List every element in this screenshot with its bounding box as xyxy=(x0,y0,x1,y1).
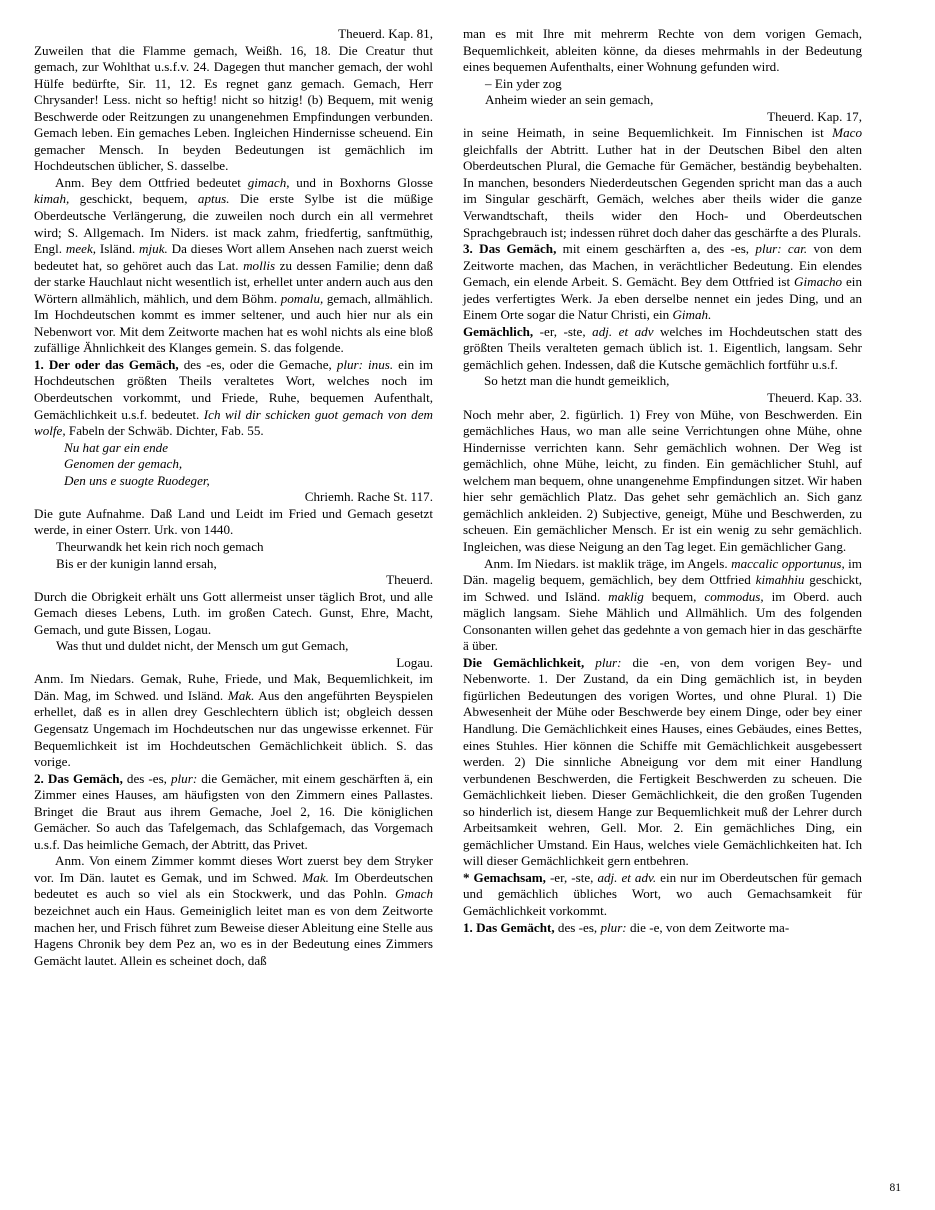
text-run: Theuerd. Kap. 17, xyxy=(767,108,862,124)
italic-run: commodus, xyxy=(704,588,764,604)
paragraph xyxy=(463,390,862,407)
headword: * Gemachsam, xyxy=(463,869,546,885)
text-run: im Oberd. auch mäglich langsam. Siehe Mählich und Allmählich. Um des folgenden Consonanten willen gehet das gedehnte a von gemach hier in das geschärfte ä über. xyxy=(463,588,862,654)
paragraph xyxy=(34,175,433,357)
text-run: Bis er der kunigin lannd ersah, xyxy=(56,555,217,571)
text-run: -er, -ste, xyxy=(533,323,593,339)
italic-run: Mak. xyxy=(227,687,255,703)
text-run: So hetzt man die hundt gemeiklich, xyxy=(484,373,670,389)
paragraph xyxy=(34,26,433,43)
italic-run: pomalu, xyxy=(280,290,324,306)
text-run: bequem, xyxy=(643,588,705,604)
italic-run: Genomen der gemach, xyxy=(64,456,183,472)
italic-run: Nu hat gar ein ende xyxy=(64,439,169,455)
paragraph xyxy=(34,572,433,589)
text-run: des -es, oder die Gemache, xyxy=(178,356,337,372)
text-run: man es mit Ihre mit mehrerm Rechte von dem vorigen Gemach, Bequemlichkeit, ableiten könne, da dieses mehrmahls in der Bedeutung eines bequemen Aufenthalts, einer Wohnung gefunden wird. xyxy=(463,26,862,75)
paragraph xyxy=(463,26,862,76)
paragraph xyxy=(34,440,433,457)
left-text-column xyxy=(34,26,433,1166)
text-run: von dem Zeitworte machen, das Machen, in verächtlicher Bedeutung. Ein elendes Gemach, ein elende Arbeit. S. Gemächt. Bey dem Ottfried ist xyxy=(463,241,862,290)
paragraph xyxy=(34,357,433,440)
paragraph xyxy=(463,556,862,655)
paragraph xyxy=(463,92,862,109)
italic-run: mollis xyxy=(243,257,276,273)
headword: 3. Das Gemäch, xyxy=(463,241,557,257)
headword: 2. Das Gemäch, xyxy=(34,770,123,786)
text-run: Durch die Obrigkeit erhält uns Gott allermeist unser täglich Brot, und alle Gemach dieses Lebens, Luth. im großen Catech. Gunst, Ehre, Macht, Gemach, und gute Bissen, Logau. xyxy=(34,588,433,637)
text-run: Fabeln der Schwäb. Dichter, Fab. 55. xyxy=(65,423,264,439)
paragraph xyxy=(34,638,433,655)
paragraph xyxy=(34,655,433,672)
italic-run: maccalic opportunus, xyxy=(731,555,845,571)
italic-run: plur: inus. xyxy=(336,356,394,372)
text-run: die Gemächer, mit einem geschärften ä, ein Zimmer eines Hauses, am häufigsten von den Zimmern eines Pallastes. Bringet die Braut aus ihrem Gemache, Joel 2, 16. Die königlichen Gemächer. So auch das Tafelgemach, das Schlafgemach, das Vorgemach u.s.f. Das heimliche Gemach, der Abtritt, das Privet. xyxy=(34,770,433,852)
italic-run: aptus. xyxy=(197,191,230,207)
text-run: Zuweilen that die Flamme gemach, Weißh. 16, 18. Die Creatur thut gemach, zur Wohlthat u.s.f.v. 24. Dagegen thut mancher gemach, der wohl Hülfe bedürfte, Sir. 11, 12. Es regnet ganz gemach. Gemach, Herr Chrysander! Less. nicht so heftig! nicht so hitzig! (b) Bequem, mit wenig Beschwerde oder Reitzungen zu unangenehmen Empfindungen verbunden. Gemach leben. Ein gemaches Leben. Ingleichen Hindernisse scheuend. Ein gemacher Mensch. In beyden Bedeutungen ist gemächlich im Hochdeutschen üblicher, S. dasselbe. xyxy=(34,42,433,174)
right-text-column xyxy=(463,26,862,1166)
text-run: in seine Heimath, in seine Bequemlichkeit. Im Finnischen ist xyxy=(463,125,833,141)
paragraph xyxy=(34,771,433,854)
paragraph xyxy=(463,655,862,870)
text-run: Was thut und duldet nicht, der Mensch um gut Gemach, xyxy=(56,638,349,654)
paragraph xyxy=(463,125,862,241)
text-run: Anm. Im Niedars. Gemak, Ruhe, Friede, und Mak, Bequemlichkeit, im Dän. Mag, im Schwed. und Isländ. xyxy=(34,671,433,703)
italic-run: plur: xyxy=(595,654,622,670)
italic-run: meek, xyxy=(65,241,97,257)
text-run: im Dän. magelig bequem, gemächlich, bey dem Ottfried xyxy=(463,555,862,588)
text-run: geschickt, bequem, xyxy=(69,191,198,207)
text-run: Theuerd. Kap. 81, xyxy=(338,26,433,41)
text-run: zu dessen Familie; denn daß der starke Hauchlaut nicht wesentlich ist, erhellet unter andern auch aus den Wörtern allmählich, mählich, und dem Böhm. xyxy=(34,257,433,306)
paragraph xyxy=(463,109,862,126)
paragraph xyxy=(463,870,862,920)
text-run: Isländ. xyxy=(96,241,140,257)
text-run: Aus den angeführten Beyspielen erhellet, daß es in allen drey Geschlechtern üblich ist; obgleich dessen Gegensatz Ungemach im Hochdeutschen nur das ungewisse erkennet. Für Bequemlichkeit ist im Hochdeutschen Gemächlichkeit üblich. S. das vorige. xyxy=(34,687,433,770)
text-run: Anm. Von einem Zimmer kommt dieses Wort zuerst bey dem Stryker vor. Im Dän. lautet es Gemak, und im Schwed. xyxy=(34,853,433,885)
text-run: Die erste Sylbe ist die müßige Oberdeutsche Verlängerung, die zuweilen noch durch ein all vermehret wird; S. Allgemach. Im Niders. ist mack zahm, friedfertig, sanftmüthig, Engl. xyxy=(34,191,434,257)
paragraph xyxy=(34,473,433,490)
paragraph xyxy=(34,506,433,539)
text-run: Theuerd. Kap. 33. xyxy=(767,390,862,406)
text-run: Die gute Aufnahme. Daß Land und Leidt im Fried und Gemach gesetzt werde, in einer Osterr. Urk. von 1440. xyxy=(34,505,433,538)
text-run: Logau. xyxy=(396,654,433,670)
headword: 1. Der oder das Gemäch, xyxy=(34,356,179,372)
paragraph xyxy=(34,539,433,556)
two-column-body xyxy=(34,26,901,1166)
paragraph xyxy=(34,853,433,969)
italic-run: gimach, xyxy=(247,174,290,190)
text-run: -er, -ste, xyxy=(545,869,598,885)
italic-run: maklig xyxy=(608,588,644,604)
text-run: Noch mehr aber, 2. figürlich. 1) Frey von Mühe, von Beschwerden. Ein gemächliches Haus, wo man alle seine Verrichtungen ohne Mühe, ohne Hindernisse verrichten kann. Sehr gemächlich wohnen. Der Weg ist gemächlich, ohne Mühe, leicht, zu finden. Ein gemächlicher Stuhl, auf welchem man bequem, ohne unangenehme Empfindungen sitzet. Wir haben hier sehr gemächlich Platz. Das gehet sehr gemächlich an. Sich ganz gemächlich ankleiden. 2) Subjective, geneigt, Mühe und Beschwerden, zu scheuen. Ein gemächlicher Mensch. Er ist ein wenig zu sehr gemächlich. Ingleichen, was diese Neigung an den Tag leget. Ein gemächlicher Gang. xyxy=(463,406,862,554)
italic-run: adj. et adv. xyxy=(597,869,657,885)
italic-run: plur: xyxy=(171,770,198,786)
italic-run: Maco xyxy=(832,125,862,141)
text-run: gemach, allmählich. Im Hochdeutschen kommt es immer seltener, und auch hier nur als ein Nebenwort vor. Mit dem Zeitworte machen hat es wohl nichts als eine bloß zufällige Ähnlichkeit des Klanges gemein. S. das folgende. xyxy=(34,290,433,356)
paragraph xyxy=(463,920,862,937)
paragraph xyxy=(34,589,433,639)
paragraph xyxy=(463,76,862,93)
italic-run: plur: car. xyxy=(755,241,808,257)
text-run: des -es, xyxy=(554,919,601,935)
page-number: 81 xyxy=(889,1182,901,1194)
text-run: Anheim wieder an sein gemach, xyxy=(485,92,654,108)
paragraph xyxy=(34,671,433,770)
paragraph xyxy=(34,456,433,473)
italic-run: kimah, xyxy=(34,191,70,207)
text-run: bezeichnet auch ein Haus. Gemeiniglich leitet man es von dem Zeitworte machen her, und Frisch führet zum Beweise dieser Ableitung eine Stelle aus Hagens Chronik bey dem Pez an, wo es in der Bedeutung eines Zimmers Gemächt lautet. Allein es scheinet doch, daß xyxy=(34,902,433,968)
text-run: Im Oberdeutschen bedeutet es auch so viel als ein Stockwerk, und das Pohln. xyxy=(34,869,433,902)
text-run: die -e, von dem Zeitworte ma- xyxy=(626,919,790,935)
italic-run: mjuk. xyxy=(139,241,168,257)
italic-run: adj. et adv xyxy=(592,323,654,339)
text-run: Anm. Bey dem Ottfried bedeutet xyxy=(55,174,248,190)
text-run: mit einem geschärften a, des -es, xyxy=(556,241,756,257)
italic-run: Den uns e suogte Ruodeger, xyxy=(64,472,210,488)
text-run: Da dieses Wort allem Ansehen nach zuerst weich bedeutet hat, so gehöret auch das Lat. xyxy=(34,241,433,273)
paragraph xyxy=(463,241,862,324)
italic-run: Gmach xyxy=(395,886,433,902)
paragraph xyxy=(463,407,862,556)
italic-run: Mak. xyxy=(302,869,329,885)
text-run: – Ein yder zog xyxy=(485,75,562,91)
italic-run: Gimah. xyxy=(672,307,712,323)
paragraph xyxy=(34,489,433,506)
italic-run: kimahhiu xyxy=(755,572,805,588)
headword: Gemächlich, xyxy=(463,323,534,339)
text-run: des -es, xyxy=(122,770,171,786)
text-run: Theuerd. xyxy=(386,572,433,588)
text-run: ein nur im Oberdeutschen für gemach und gemächlich übliches Wort, wo auch Gemachsamkeit für Gemächlichkeit vorkommt. xyxy=(463,869,862,918)
text-run: Chriemh. Rache St. 117. xyxy=(304,489,433,505)
paragraph xyxy=(463,324,862,374)
text-run: ein jedes verfertigtes Werk. Ja eben derselbe nennet ein jedes Ding, und an Einem Orte sogar die Natur Christi, ein xyxy=(463,274,862,323)
text-run: Anm. Im Niedars. ist maklik träge, im Angels. xyxy=(484,555,732,571)
paragraph xyxy=(34,556,433,573)
italic-run: plur: xyxy=(600,919,627,935)
headword: Die Gemächlichkeit, xyxy=(463,654,585,670)
text-run: Theurwandk het kein rich noch gemach xyxy=(56,538,264,554)
italic-run: Gimacho xyxy=(794,274,843,290)
text-run: welches im Hochdeutschen statt des größten Theils veralteten gemach üblich ist. 1. Eigentlich, langsam. Sehr gemächlich gehen. Indessen, daß die Kutsche gemächlich fortführ u.s.f. xyxy=(463,323,862,372)
headword: 1. Das Gemächt, xyxy=(463,919,555,935)
text-run: die -en, von dem vorigen Bey- und Nebenworte. 1. Der Zustand, da ein Ding gemächlich ist, in beyden figürlichen Bedeutungen des vorigen Wortes, und ohne Plural. 1) Die Abwesenheit der Mühe oder Beschwerde bey einem Dinge, oder bey einer Handlung. Die Gemächlichkeit eines Hauses, eines Gebäudes, eines Bettes, eines Stuhles. Hier können die Schiffe mit Gemächlichkeit ausgebessert werden. 2) Die sinnliche Abneigung vor dem mit einer Handlung verbundenen Beschwerden, die Fertigkeit Beschwerden zu scheuen. Die Gemächlichkeit lieben. Dieser Gemächlichkeit, die den großen Tugenden so hinderlich ist, diesem Hange zur Bequemlichkeit muß der Lehrer durch Arbeitsamkeit wehren, Gell. Mor. 2. Ein gemächliches Ding, ein gemächlicher Umstand. Ein Haus, welches viele Gemächlichkeiten hat. Ich will dieser Gemächlichkeit gern entbehren. xyxy=(463,654,862,869)
paragraph xyxy=(34,43,433,175)
text-run: gleichfalls der Abtritt. Luther hat in der Deutschen Bibel den alten Oberdeutschen Plural, die Gemache für Gemächer, beständig beybehalten. In manchen, besonders Niederdeutschen Gegenden spricht man das a auch im Singular geschärft, Gemäch, welches aber theils wider die ganze Verwandtschaft, theils wider den Hoch- und Oberdeutschen Sprachgebrauch ist; indessen rühret doch daher das geschärfte a des Plurals. xyxy=(463,141,862,240)
text-run: und in Boxhorns Glosse xyxy=(289,174,433,190)
paragraph xyxy=(463,373,862,390)
text-run: geschickt, im Schwed. und Isländ. xyxy=(463,572,863,604)
text-run: ein im Hochdeutschen größten Theils veraltetes Wort, welches noch im Oberdeutschen vorkommt, und Friede, Ruhe, bequemen Aufenthalt, Gemächlichkeit u.s.f. bedeutet. xyxy=(34,356,434,422)
italic-run: Ich wil dir schicken guot gemach von dem wolfe, xyxy=(34,406,433,439)
text-run xyxy=(584,655,595,670)
